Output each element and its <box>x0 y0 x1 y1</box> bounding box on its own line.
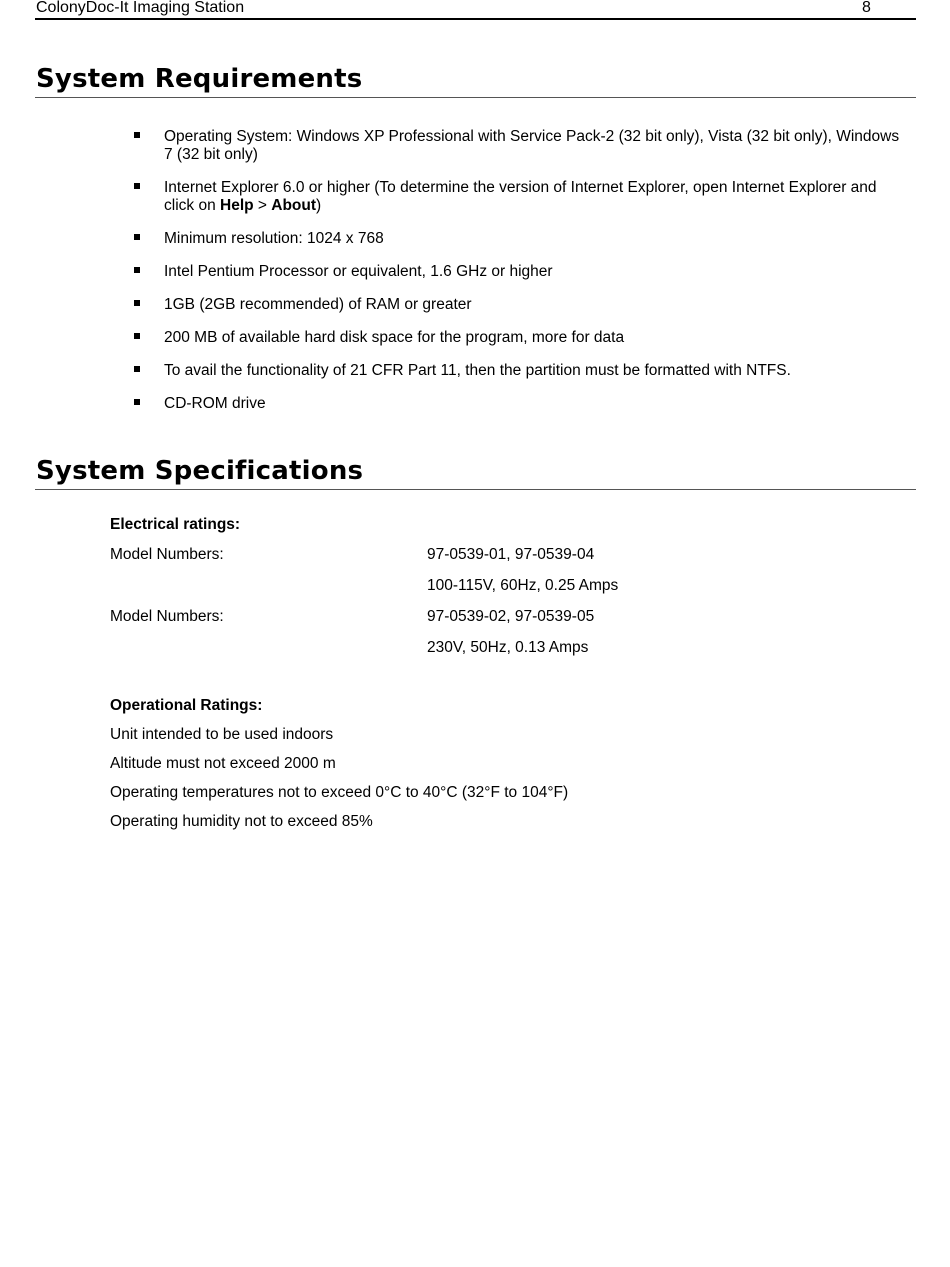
model-numbers-value: 97-0539-02, 97-0539-05 <box>427 608 595 625</box>
list-item: Minimum resolution: 1024 x 768 <box>130 230 910 263</box>
bullet-icon <box>134 267 140 273</box>
section-heading-requirements: System Requirements <box>35 64 916 98</box>
bullet-icon <box>134 333 140 339</box>
bullet-icon <box>134 366 140 372</box>
operational-rating: Altitude must not exceed 2000 m <box>110 755 336 772</box>
electrical-rating-value: 100-115V, 60Hz, 0.25 Amps <box>427 577 619 594</box>
list-item: Internet Explorer 6.0 or higher (To determine the version of Internet Explorer, open Internet Explorer and click on Help > About) <box>130 179 910 230</box>
list-item: Intel Pentium Processor or equivalent, 1.6 GHz or higher <box>130 263 910 296</box>
requirements-list <box>130 128 910 428</box>
document-title: ColonyDoc-It Imaging Station <box>36 0 245 16</box>
bullet-icon <box>134 183 140 189</box>
bullet-icon <box>134 300 140 306</box>
list-item: CD-ROM drive <box>130 395 910 428</box>
list-item: 200 MB of available hard disk space for the program, more for data <box>130 329 910 362</box>
model-numbers-value: 97-0539-01, 97-0539-04 <box>427 546 595 563</box>
operational-rating: Operating temperatures not to exceed 0°C to 40°C (32°F to 104°F) <box>110 784 569 801</box>
model-label: Model Numbers: <box>110 546 224 563</box>
operational-ratings-heading: Operational Ratings: <box>110 697 263 714</box>
bullet-icon <box>134 132 140 138</box>
operational-rating: Unit intended to be used indoors <box>110 726 334 743</box>
electrical-ratings-heading: Electrical ratings: <box>110 516 241 533</box>
page-number: 8 <box>862 0 871 16</box>
list-item: Operating System: Windows XP Professional with Service Pack-2 (32 bit only), Vista (32 bit only), Windows 7 (32 bit only) <box>130 128 910 179</box>
page-header <box>35 0 916 20</box>
list-item: 1GB (2GB recommended) of RAM or greater <box>130 296 910 329</box>
bullet-icon <box>134 234 140 240</box>
section-heading-specifications: System Specifications <box>35 456 916 490</box>
electrical-rating-value: 230V, 50Hz, 0.13 Amps <box>427 639 589 656</box>
operational-rating: Operating humidity not to exceed 85% <box>110 813 373 830</box>
bullet-icon <box>134 399 140 405</box>
model-label: Model Numbers: <box>110 608 224 625</box>
list-item: To avail the functionality of 21 CFR Part 11, then the partition must be formatted with NTFS. <box>130 362 910 395</box>
